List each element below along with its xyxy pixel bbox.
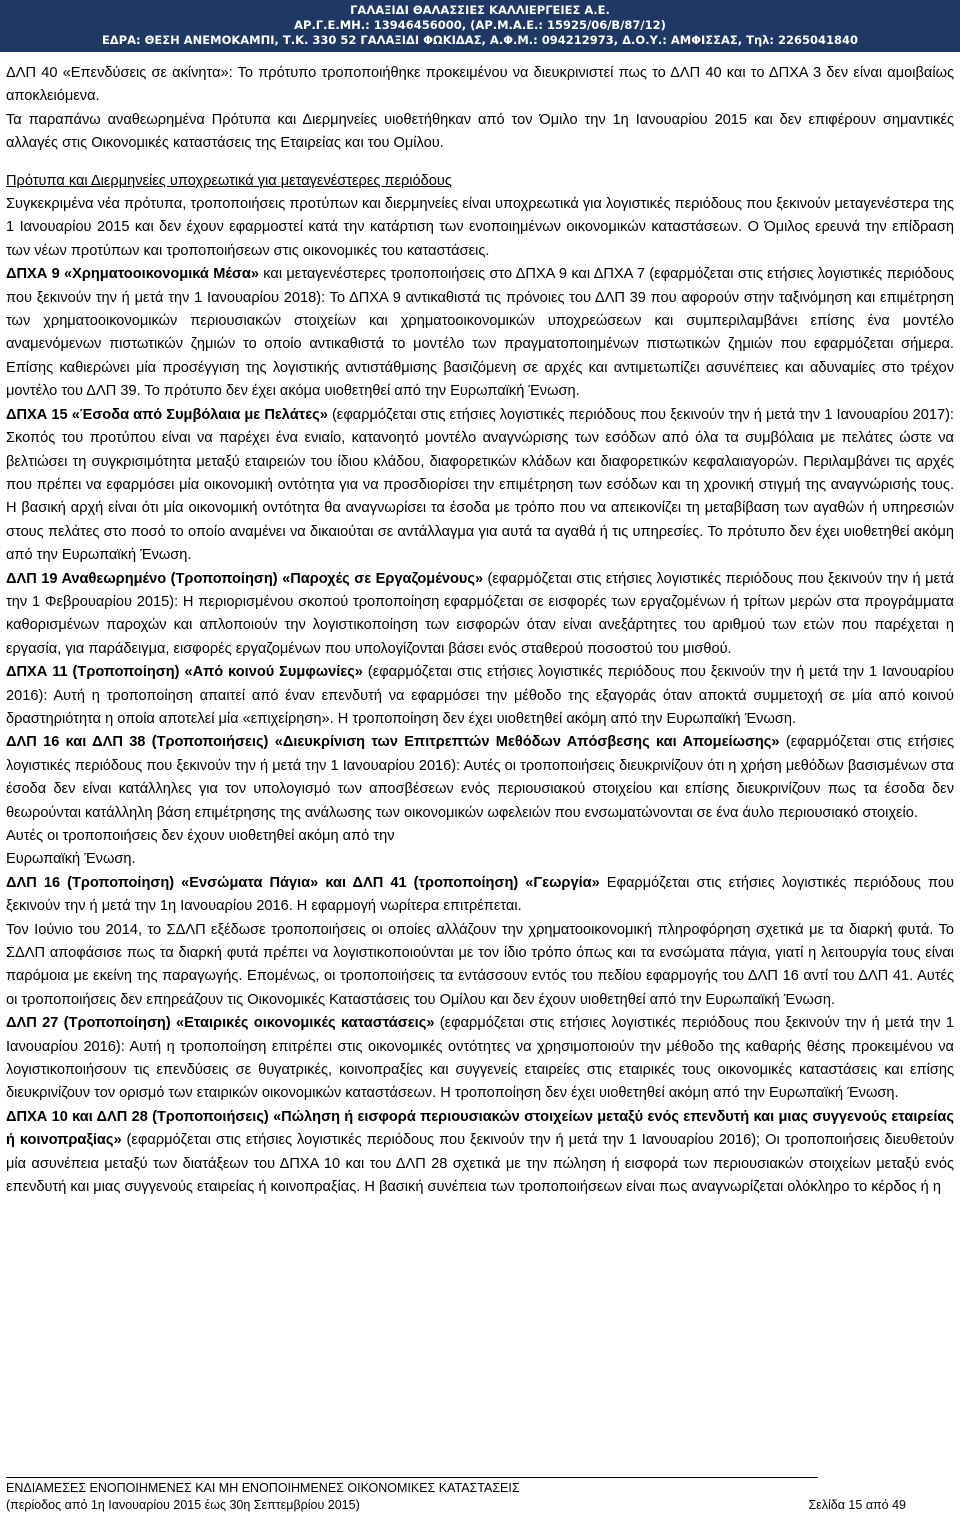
text-ias27: (εφαρμόζεται στις ετήσιες λογιστικές περιόδους που ξεκινούν την ή μετά την 1 Ιανουαρίου 2016): Αυτή η τροποποίηση επιτρέπει στις οικονομικές οντότητες να χρησιμοποιούν την μέθοδο της καθαρής θέσης προκειμένου να λογιστικοποιήσουν τις επενδύσεις σε θυγατρικές, κοινοπραξίες και συγγενείς εταιρείες στις εταιρικές τους οικονομικές καταστάσεις και επίσης διευκρινίζουν τον ορισμό των εταιρικών οικονομικών καταστάσεων. Η τροποποίηση δεν έχει υιοθετηθεί ακόμη από την Ευρωπαϊκή Ένωση. (6, 1015, 954, 1102)
text-ias16-38: (εφαρμόζεται στις ετήσιες λογιστικές περιόδους που ξεκινούν την ή μετά την 1 Ιανουαρίου 2016): Αυτές οι τροποποιήσεις διευκρινίζουν ότι η χρήση μεθόδων βασισμένων στα έσοδα δεν είναι κατάλληλες για τον υπολογισμό των αποσβέσεων ενός περιουσιακού στοιχείου και επίσης διευκρινίζουν πως τα έσοδα δεν θεωρούνται κατάλληλη βάση επιμέτρησης της ανάλωσης των οικονομικών ωφελειών που ενσωματώνονται σε ένα άυλο περιουσιακό στοιχείο. (6, 734, 954, 821)
paragraph-ifrs10 (6, 1106, 954, 1200)
heading-ias16-38: ΔΛΠ 16 και ΔΛΠ 38 (Τροποποιήσεις) «Διευκρίνιση των Επιτρεπτών Μεθόδων Απόσβεσης και Απομείωσης» (6, 734, 780, 751)
heading-ias19: ΔΛΠ 19 Αναθεωρημένο (Τροποποίηση) «Παροχές σε Εργαζομένους» (6, 570, 484, 587)
section-title: Πρότυπα και Διερμηνείες υποχρεωτικά για μεταγενέστερες περιόδους (6, 172, 452, 189)
text-ifrs9: και μεταγενέστερες τροποποιήσεις στο ΔΠΧΑ 9 και ΔΠΧΑ 7 (εφαρμόζεται στις ετήσιες λογιστικές περιόδους που ξεκινούν την ή μετά την 1 Ιανουαρίου 2018): Το ΔΠΧΑ 9 αντικαθιστά τις πρόνοιες του ΔΛΠ 39 που αφορούν στην ταξινόμηση και επιμέτρηση των χρηματοοικονομικών περιουσιακών στοιχείων και χρηματοοικονομικών υποχρεώσεων και συμπεριλαμβάνει επίσης ένα μοντέλο αναμενόμενων πιστωτικών ζημιών το οποίο αντικαθιστά το μοντέλο των πραγματοποιημένων πιστωτικών ζημιών που εφαρμόζεται σήμερα. Επίσης καθιερώνει μία προσέγγιση της λογιστικής αντιστάθμισης βασιζόμενη σε αρχές και αντιμετωπίζει ασυνέπειες και αδυναμίες στο τρέχον μοντέλο του ΔΛΠ 39. Το πρότυπο δεν έχει ακόμα υιοθετηθεί από την Ευρωπαϊκή Ένωση. (6, 266, 954, 400)
company-name: ΓΑΛΑΞΙΔΙ ΘΑΛΑΣΣΙΕΣ ΚΑΛΛΙΕΡΓΕΙΕΣ Α.Ε. (350, 3, 610, 17)
page-footer (6, 1477, 954, 1514)
paragraph-ifrs15 (6, 404, 954, 568)
company-header (0, 0, 960, 52)
footer-divider (6, 1477, 818, 1478)
heading-ifrs10: ΔΠΧΑ 10 και ΔΛΠ 28 (Τροποποιήσεις) «Πώληση ή εισφορά περιουσιακών στοιχείων μεταξύ ενός επενδυτή και μιας συγγενούς εταιρείας ή κοινοπραξίας» (6, 1108, 954, 1149)
text-ifrs11: (εφαρμόζεται στις ετήσιες λογιστικές περιόδους που ξεκινούν την ή μετά την 1 Ιανουαρίου 2016): Αυτή η τροποποίηση απαιτεί από έναν επενδυτή να εφαρμόσει την μέθοδο της εξαγοράς όταν αποκτά συμμετοχή σε μία από κοινού δραστηριότητα η οποία αποτελεί μία «επιχείρηση». Η τροποποίηση δεν έχει υιοθετηθεί ακόμη από την Ευρωπαϊκή Ένωση. (6, 664, 955, 727)
document-body (6, 62, 954, 1200)
paragraph-ias19 (6, 568, 954, 662)
paragraph-ifrs9 (6, 263, 954, 403)
footer-title: ΕΝΔΙΑΜΕΣΕΣ ΕΝΟΠΟΙΗΜΕΝΕΣ ΚΑΙ ΜΗ ΕΝΟΠΟΙΗΜΕΝΕΣ ΟΙΚΟΝΟΜΙΚΕΣ ΚΑΤΑΣΤΑΣΕΙΣ (6, 1481, 520, 1495)
paragraph-ias27 (6, 1012, 954, 1106)
paragraph-ias16-38 (6, 731, 954, 825)
paragraph-ifrs11 (6, 661, 954, 731)
footer-period: (περίοδος από 1η Ιανουαρίου 2015 έως 30η Σεπτεμβρίου 2015) (6, 1498, 360, 1512)
company-registry: ΑΡ.Γ.Ε.ΜΗ.: 13946456000, (ΑΡ.Μ.Α.Ε.: 15925/06/Β/87/12) (294, 18, 666, 32)
paragraph-ias40: ΔΛΠ 40 «Επενδύσεις σε ακίνητα»: Το πρότυπο τροποποιήθηκε προκειμένου να διευκρινιστεί πως το ΔΛΠ 40 και το ΔΠΧΑ 3 δεν είναι αμοιβαίως αποκλειόμενα. (6, 65, 954, 105)
heading-ias16-41: ΔΛΠ 16 (Τροποποίηση) «Ενσώματα Πάγια» και ΔΛΠ 41 (τροποποίηση) «Γεωργία» (6, 874, 600, 891)
line-ias16-38-eu: Ευρωπαϊκή Ένωση. (6, 851, 136, 868)
heading-ias27: ΔΛΠ 27 (Τροποποίηση) «Εταιρικές οικονομικές καταστάσεις» (6, 1015, 435, 1032)
text-ias19: (εφαρμόζεται στις ετήσιες λογιστικές περιόδους που ξεκινούν την ή μετά την 1 Φεβρουαρίου 2015): Η περιορισμένου σκοπού τροποποίηση εφαρμόζεται σε εισφορές των εργαζομένων ή τρίτων μερών στα προγράμματα καθορισμένων παροχών και απλοποιούν την λογιστικοποίηση των εισφορών όταν είναι ανεξάρτητες του αριθμού των ετών που παρέχεται η εργασία, για παράδειγμα, εισφορές εργαζομένων που υπολογίζονται βάσει ενός σταθερού ποσοστού του μισθού. (6, 570, 954, 657)
paragraph-adopted-standards: Τα παραπάνω αναθεωρημένα Πρότυπα και Διερμηνείες υιοθετήθηκαν από τον Όμιλο την 1η Ιανουαρίου 2015 και δεν επιφέρουν σημαντικές αλλαγές στις Οικονομικές καταστάσεις της Εταιρείας και του Ομίλου. (6, 111, 954, 152)
company-address: ΕΔΡΑ: ΘΕΣΗ ΑΝΕΜΟΚΑΜΠΙ, Τ.Κ. 330 52 ΓΑΛΑΞΙΔΙ ΦΩΚΙΔΑΣ, Α.Φ.Μ.: 094212973, Δ.Ο.Υ.: ΑΜΦΙΣΣΑΣ, Τηλ: 2265041840 (101, 33, 859, 47)
footer-row (6, 1497, 906, 1514)
paragraph-bearer-plants: Τον Ιούνιο του 2014, το ΣΔΛΠ εξέδωσε τροποποιήσεις οι οποίες αλλάζουν την χρηματοοικονομική πληροφόρηση σχετικά με τα διαρκή φυτά. Το ΣΔΛΠ αποφάσισε πως τα διαρκή φυτά πρέπει να λογιστικοποιούνται με τον ίδιο τρόπο όπως και τα ενσώματα πάγια, γιατί η λειτουργία τους είναι παρόμοια με εκείνη της παραγωγής. Επομένως, οι τροποποιήσεις τα εντάσσουν εντός του πεδίου εφαρμογής του ΔΛΠ 16 αντί του ΔΛΠ 41. Αυτές οι τροποποιήσεις δεν επηρεάζουν τις Οικονομικές Καταστάσεις του Ομίλου και δεν έχουν υιοθετηθεί από την Ευρωπαϊκή Ένωση. (6, 921, 954, 1008)
page-number: Σελίδα 15 από 49 (808, 1498, 906, 1512)
heading-ifrs15: ΔΠΧΑ 15 «Έσοδα από Συμβόλαια με Πελάτες» (6, 406, 328, 423)
heading-ifrs9: ΔΠΧΑ 9 «Χρηματοοικονομικά Μέσα» (6, 266, 260, 283)
text-ifrs15: (εφαρμόζεται στις ετήσιες λογιστικές περιόδους που ξεκινούν την ή μετά την 1 Ιανουαρίου 2017): Σκοπός του προτύπου είναι να παρέχει ένα ενιαίο, κατανοητό μοντέλο αναγνώρισης των εσόδων από όλα τα συμβόλαια με πελάτες ώστε να βελτιώσει τη συγκρισιμότητα μεταξύ εταιρειών του ίδιου κλάδου, διαφορετικών κλάδων και διαφορετικών κεφαλαιαγορών. Περιλαμβάνει τις αρχές που πρέπει να εφαρμόσει μία οικονομική οντότητα για να προσδιορίσει την επιμέτρηση των εσόδων και τη χρονική στιγμή της αναγνώρισής τους. Η βασική αρχή είναι ότι μία οικονομική οντότητα θα αναγνωρίσει τα έσοδα με τρόπο που να απεικονίζει τη μεταβίβαση των αγαθών ή υπηρεσιών στους πελάτες στο ποσό το οποίο αναμένει να δικαιούται σε αντάλλαγμα για αυτά τα αγαθά ή τις υπηρεσίες. Το πρότυπο δεν έχει υιοθετηθεί ακόμη από την Ευρωπαϊκή Ένωση. (6, 406, 954, 564)
line-ias16-38-note: Αυτές οι τροποποιήσεις δεν έχουν υιοθετηθεί ακόμη από την (6, 828, 395, 844)
paragraph-intro: Συγκεκριμένα νέα πρότυπα, τροποποιήσεις προτύπων και διερμηνείες είναι υποχρεωτικά για λογιστικές περιόδους που ξεκινούν μεταγενέστερα της 1 Ιανουαρίου 2015 και δεν έχουν εφαρμοστεί κατά την κατάρτιση των ενοποιημένων οικονομικών καταστάσεων. Ο Όμιλος ερευνά την επίδραση των νέων προτύπων και τροποποιήσεων στις οικονομικές του καταστάσεις. (6, 196, 954, 259)
heading-ifrs11: ΔΠΧΑ 11 (Τροποποίηση) «Από κοινού Συμφωνίες» (6, 664, 363, 681)
paragraph-ias16-41 (6, 872, 954, 919)
text-ifrs10: (εφαρμόζεται στις ετήσιες λογιστικές περιόδους που ξεκινούν την ή μετά την 1 Ιανουαρίου 2016); Οι τροποποιήσεις διευθετούν μία ασυνέπεια μεταξύ των διατάξεων του ΔΠΧΑ 10 και του ΔΛΠ 28 σχετικά με την πώληση ή εισφορά των περιουσιακών στοιχείων μεταξύ ενός επενδυτή και μιας συγγενούς εταιρείας ή κοινοπραξίας. Η βασική συνέπεια των τροποποιήσεων είναι πως αναγνωρίζεται ολόκληρο το κέρδος ή η (6, 1132, 954, 1196)
text-ias16-41: Εφαρμόζεται στις ετήσιες λογιστικές περιόδους που ξεκινούν την ή μετά την 1η Ιανουαρίου 2016. Η εφαρμογή νωρίτερα επιτρέπεται. (6, 874, 954, 915)
